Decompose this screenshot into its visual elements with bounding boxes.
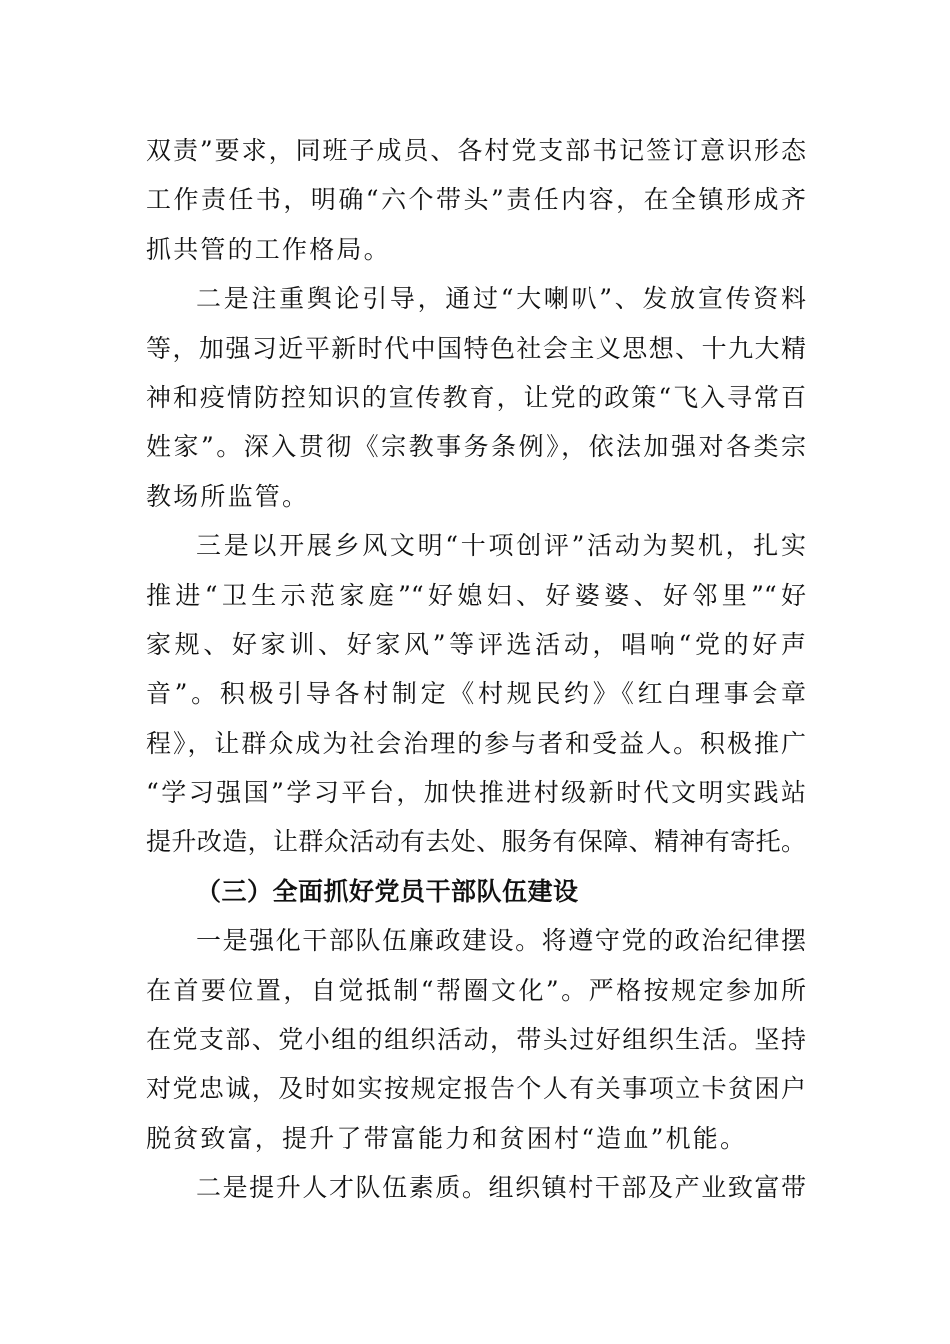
text-line: 在党支部、党小组的组织活动，带头过好组织生活。坚持 <box>146 1025 806 1055</box>
paragraph-first-line: 二是注重舆论引导，通过“大喇叭”、发放宣传资料 <box>196 284 806 314</box>
text-line: 工作责任书，明确“六个带头”责任内容，在全镇形成齐 <box>146 185 806 215</box>
paragraph-first-line: 三是以开展乡风文明“十项创评”活动为契机，扎实 <box>196 531 806 561</box>
text-line: 在首要位置，自觉抵制“帮圈文化”。严格按规定参加所 <box>146 975 806 1005</box>
text-line: 程》，让群众成为社会治理的参与者和受益人。积极推广 <box>146 728 806 758</box>
document-page <box>146 126 806 1213</box>
paragraph-first-line: 一是强化干部队伍廉政建设。将遵守党的政治纪律摆 <box>196 926 806 956</box>
text-line: 脱贫致富，提升了带富能力和贫困村“造血”机能。 <box>146 1123 748 1153</box>
text-line: 等，加强习近平新时代中国特色社会主义思想、十九大精 <box>146 333 806 363</box>
text-line: 双责”要求，同班子成员、各村党支部书记签订意识形态 <box>146 136 806 165</box>
text-line: “学习强国”学习平台，加快推进村级新时代文明实践站 <box>146 778 806 808</box>
text-line: 推进“卫生示范家庭”“好媳妇、好婆婆、好邻里”“好 <box>146 580 806 610</box>
text-line: 音”。积极引导各村制定《村规民约》《红白理事会章 <box>146 679 806 709</box>
paragraph-first-line: 二是提升人才队伍素质。组织镇村干部及产业致富带 <box>196 1173 806 1203</box>
text-line: 神和疫情防控知识的宣传教育，让党的政策“飞入寻常百 <box>146 382 806 412</box>
text-line: 家规、好家训、好家风”等评选活动，唱响“党的好声 <box>146 629 806 659</box>
text-line: 抓共管的工作格局。 <box>146 234 391 264</box>
section-heading: （三）全面抓好党员干部队伍建设 <box>196 876 579 906</box>
text-line: 提升改造，让群众活动有去处、服务有保障、精神有寄托。 <box>146 827 806 857</box>
text-line: 教场所监管。 <box>146 481 310 511</box>
text-line: 姓家”。深入贯彻《宗教事务条例》，依法加强对各类宗 <box>146 432 806 462</box>
text-line: 对党忠诚，及时如实按规定报告个人有关事项立卡贫困户 <box>146 1074 806 1104</box>
